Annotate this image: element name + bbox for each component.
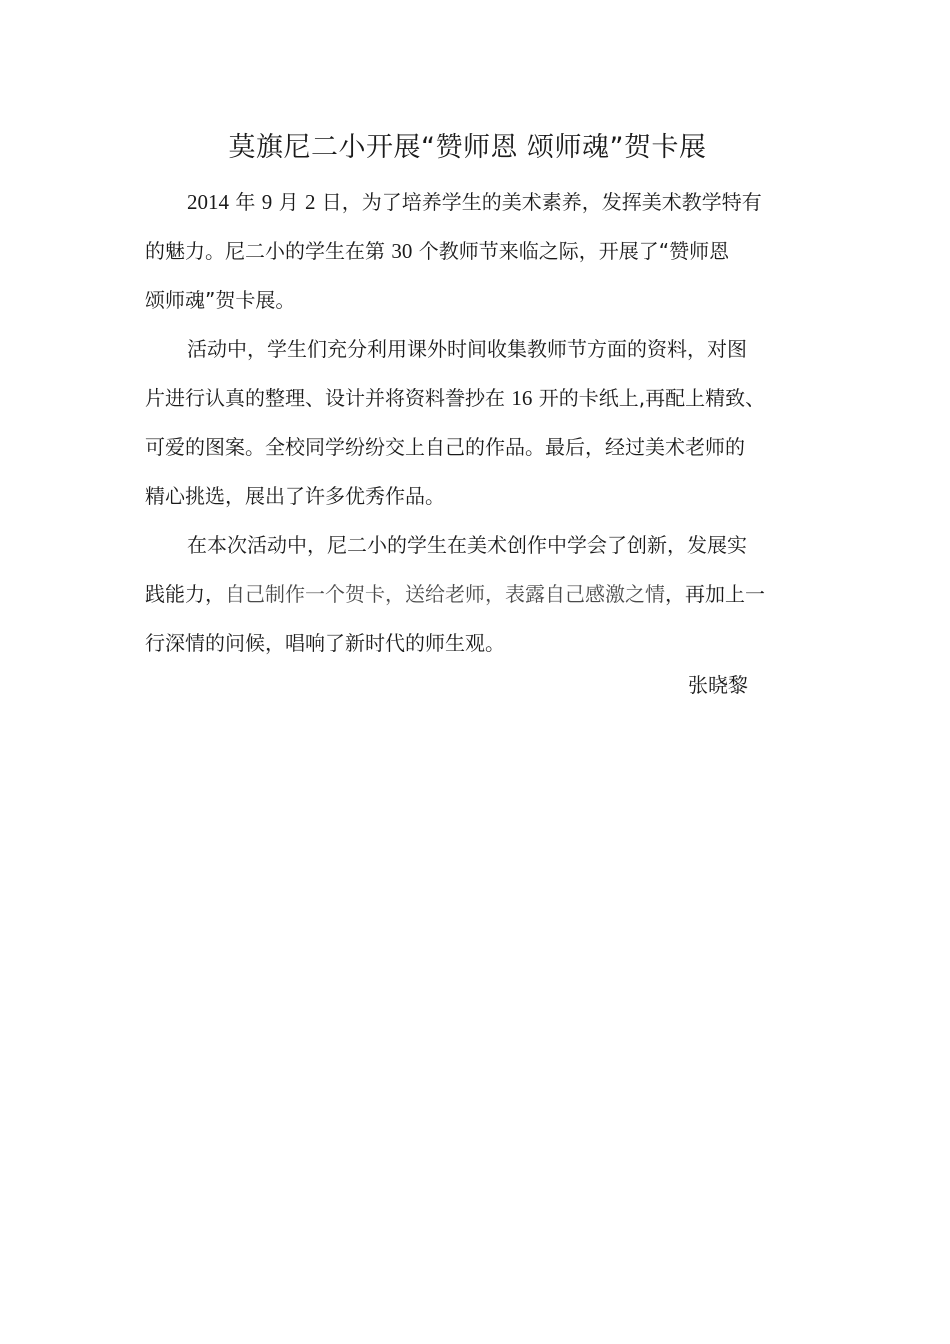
author-signature: 张晓黎 — [688, 673, 748, 697]
document-title: 莫旗尼二小开展“赞师恩 颂师魂”贺卡展 — [228, 132, 707, 163]
text-run: 片进行认真的整理、设计并将资料誊抄在 — [145, 386, 512, 410]
month-number: 9 — [261, 190, 273, 214]
paragraph-line — [145, 570, 810, 619]
paragraph-line — [145, 472, 810, 521]
text-run: 年 — [229, 190, 262, 214]
text-run: 日，为了培养学生的美术素养，发挥美术教学特有 — [315, 190, 762, 214]
text-run: 活动中，学生们充分利用课外时间收集教师节方面的资料，对图 — [187, 337, 747, 361]
text-run: 可爱的图案。全校同学纷纷交上自己的作品。最后，经过美术老师的 — [145, 435, 745, 459]
paragraph-line — [145, 619, 810, 668]
text-run: 月 — [272, 190, 305, 214]
text-run: 践能力， — [145, 582, 225, 606]
text-run: 颂师魂”贺卡展。 — [145, 288, 296, 312]
paragraph-line — [145, 227, 810, 276]
paragraph-line — [145, 178, 810, 227]
text-run: 个教师节来临之际，开展了“赞师恩 — [412, 239, 730, 263]
paragraph-3 — [145, 521, 810, 668]
year-number: 2014 — [187, 190, 229, 214]
document-body — [145, 178, 810, 668]
paragraph-line — [145, 423, 810, 472]
text-run: 开的卡纸上,再配上精致、 — [532, 386, 766, 410]
day-number: 2 — [304, 190, 316, 214]
paragraph-line — [145, 276, 810, 325]
text-run: 精心挑选，展出了许多优秀作品。 — [145, 484, 445, 508]
paragraph-line — [145, 521, 810, 570]
text-run: 行深情的问候，唱响了新时代的师生观。 — [145, 631, 505, 655]
text-run: 在本次活动中，尼二小的学生在美术创作中学会了创新，发展实 — [187, 533, 747, 557]
paragraph-2 — [145, 325, 810, 521]
text-run: 的魅力。尼二小的学生在第 — [145, 239, 392, 263]
paragraph-line — [145, 325, 810, 374]
paragraph-1 — [145, 178, 810, 325]
text-run: ，再加上一 — [665, 582, 765, 606]
highlighted-text-run: 自己制作一个贺卡，送给老师，表露自己感激之情 — [225, 582, 665, 606]
card-size-number: 16 — [511, 386, 533, 410]
ordinal-number: 30 — [391, 239, 413, 263]
paragraph-line — [145, 374, 810, 423]
